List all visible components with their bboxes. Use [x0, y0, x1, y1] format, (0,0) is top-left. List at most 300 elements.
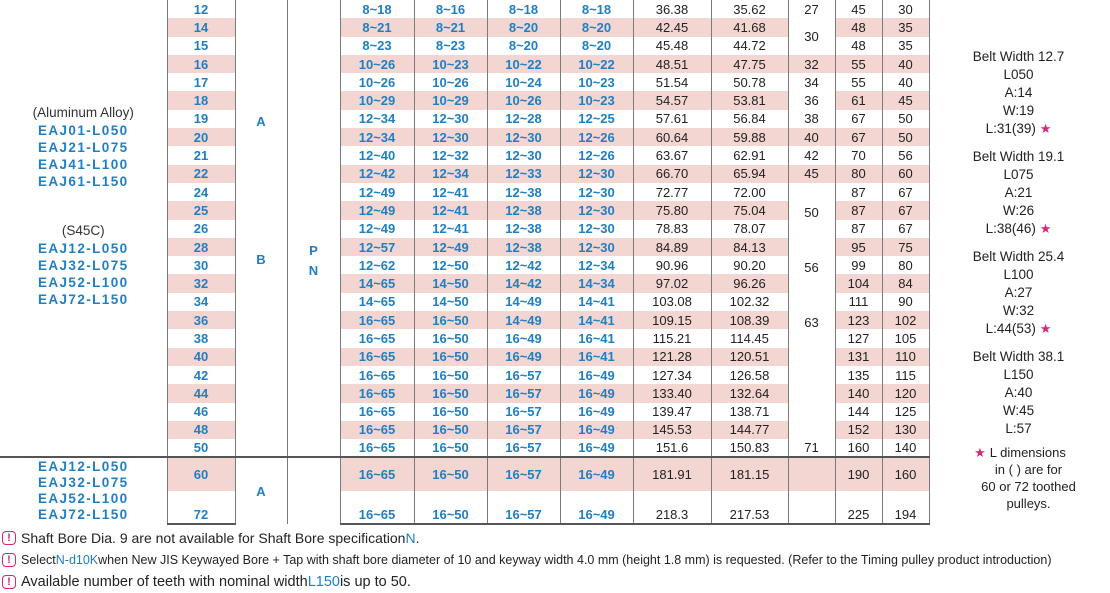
belt-value: A:40: [1004, 384, 1033, 400]
dim-f-cell: 104: [835, 274, 882, 292]
dim-f-cell: 87: [835, 183, 882, 201]
table-row: [0, 0, 1110, 18]
bore-range-cell: 12~42: [340, 165, 414, 183]
notice-icon: !: [2, 553, 16, 567]
pitch-dia-cell: 90.96: [633, 256, 711, 274]
outer-dia-cell: 84.13: [711, 238, 788, 256]
model-code: EAJ21-L075: [37, 140, 129, 155]
teeth-count-cell: 28: [167, 238, 235, 256]
outer-dia-cell: 41.68: [711, 18, 788, 36]
type-cell-empty: [287, 0, 340, 238]
dim-f-cell: 111: [835, 293, 882, 311]
bore-range-cell: 8~18: [487, 0, 560, 18]
footnote-highlight: N: [405, 530, 416, 546]
bore-range-cell: 12~30: [560, 220, 633, 238]
star-note-line: [959, 495, 1099, 512]
belt-value: L:38(46): [985, 220, 1036, 236]
teeth-count-cell: 12: [167, 0, 235, 18]
dim-g-cell: 120: [882, 384, 929, 402]
outer-dia-cell: 78.07: [711, 220, 788, 238]
star-note-line: [959, 444, 1099, 461]
bore-range-cell: 14~41: [560, 311, 633, 329]
bore-range-cell: 8~21: [340, 18, 414, 36]
belt-line: [930, 102, 1108, 120]
outer-dia-cell: 102.32: [711, 293, 788, 311]
dim-g-cell: 56: [882, 146, 929, 164]
group-title: (S45C): [61, 223, 105, 238]
pitch-dia-cell: 115.21: [633, 329, 711, 347]
belt-line: [930, 402, 1108, 420]
dim-f-cell: 135: [835, 366, 882, 384]
footnote-text: Shaft Bore Dia. 9 are not available for Shaft Bore specification: [21, 530, 406, 546]
teeth-count-cell: 60: [167, 457, 235, 491]
pitch-dia-cell: 54.57: [633, 91, 711, 109]
pitch-dia-cell: 45.48: [633, 37, 711, 55]
model-code: EAJ01-L050: [37, 123, 129, 138]
bore-range-cell: 16~41: [560, 348, 633, 366]
bore-range-cell: 12~34: [340, 110, 414, 128]
dim-e-cell: 42: [788, 146, 835, 164]
outer-dia-cell: 132.64: [711, 384, 788, 402]
outer-dia-cell: 150.83: [711, 439, 788, 457]
bore-range-cell: 12~30: [487, 146, 560, 164]
dim-f-cell: 48: [835, 18, 882, 36]
outer-dia-cell: 44.72: [711, 37, 788, 55]
bore-range-cell: 12~25: [560, 110, 633, 128]
pitch-dia-cell: 139.47: [633, 403, 711, 421]
star-note-line: [959, 461, 1099, 478]
bore-range-cell: 12~49: [340, 183, 414, 201]
bore-range-cell: 12~38: [487, 238, 560, 256]
dim-e-cell: 36: [788, 91, 835, 109]
bore-range-cell: 16~50: [414, 366, 487, 384]
bore-range-cell: 12~33: [487, 165, 560, 183]
type-cell-empty: [287, 457, 340, 524]
footnotes: [0, 527, 1110, 593]
pitch-dia-cell: 109.15: [633, 311, 711, 329]
pitch-dia-cell: 78.83: [633, 220, 711, 238]
belt-line: [930, 266, 1108, 284]
bore-range-cell: 12~38: [487, 220, 560, 238]
pitch-dia-cell: 42.45: [633, 18, 711, 36]
bore-range-cell: 12~30: [487, 128, 560, 146]
bore-range-cell: 12~32: [414, 146, 487, 164]
outer-dia-cell: 65.94: [711, 165, 788, 183]
model-group-cell: [0, 0, 167, 457]
pitch-dia-cell: 151.6: [633, 439, 711, 457]
outer-dia-cell: 144.77: [711, 421, 788, 439]
shaft-type-cell: [287, 238, 340, 458]
belt-value: A:27: [1004, 284, 1033, 300]
teeth-count-cell: 14: [167, 18, 235, 36]
bore-range-cell: 16~57: [487, 403, 560, 421]
bore-range-cell: 12~49: [340, 201, 414, 219]
outer-dia-cell: 114.45: [711, 329, 788, 347]
dim-cell: 217.53: [711, 491, 788, 525]
bore-range-cell: 16~50: [414, 439, 487, 457]
bore-range-cell: 10~22: [560, 55, 633, 73]
bore-type-cell-a: A: [235, 0, 287, 238]
model-code: EAJ52-L100: [37, 491, 129, 507]
dim-g-cell: 140: [882, 439, 929, 457]
teeth-count-cell: 40: [167, 348, 235, 366]
star-note-text: pulleys.: [1006, 495, 1051, 511]
belt-line: [930, 202, 1108, 220]
footnote-text: is up to 50.: [339, 574, 411, 590]
dim-g-cell: 35: [882, 37, 929, 55]
dim-f-cell: 55: [835, 73, 882, 91]
belt-spec: [930, 248, 1108, 338]
bore-range-cell: 14~41: [560, 293, 633, 311]
bore-range-cell: 10~29: [340, 91, 414, 109]
dim-f-cell: 87: [835, 220, 882, 238]
bore-range-cell: 16~50: [414, 384, 487, 402]
bore-range-cell: 16~41: [560, 329, 633, 347]
bore-range-cell: 8~16: [414, 0, 487, 18]
bore-range-cell: 8~18: [340, 0, 414, 18]
dim-g-cell: 67: [882, 220, 929, 238]
dim-f-cell: 140: [835, 384, 882, 402]
dim-f-cell: 123: [835, 311, 882, 329]
bore-range-cell: 14~49: [487, 293, 560, 311]
star-note-text: L dimensions: [989, 444, 1066, 460]
bore-range-cell: 12~41: [414, 220, 487, 238]
dim-e-cell: 27: [788, 0, 835, 18]
bore-range-cell: 16~49: [560, 403, 633, 421]
bore-range-cell: 12~30: [560, 165, 633, 183]
type-n-label: N: [308, 262, 319, 278]
belt-line: [930, 120, 1108, 138]
model-code: EAJ12-L050: [37, 459, 129, 475]
belt-line: [930, 184, 1108, 202]
model-group-cell-lower: [0, 457, 167, 524]
bore-range-cell: 16~65: [340, 403, 414, 421]
pitch-dia-cell: 72.77: [633, 183, 711, 201]
dim-g-cell: 67: [882, 201, 929, 219]
model-code: EAJ12-L050: [37, 241, 129, 256]
footnote-keyway: [0, 549, 1110, 571]
teeth-count-cell: 16: [167, 55, 235, 73]
dim-f-cell: 99: [835, 256, 882, 274]
dim-g-cell: 115: [882, 366, 929, 384]
dim-e-cell: [788, 183, 835, 201]
belt-value: L150: [1003, 366, 1034, 382]
dim-g-cell: 102: [882, 311, 929, 329]
teeth-count-cell: 44: [167, 384, 235, 402]
dim-cell: 194: [882, 491, 929, 525]
dim-cell: 160: [882, 457, 929, 491]
belt-value: A:14: [1004, 84, 1033, 100]
bore-range-cell: 16~65: [340, 421, 414, 439]
bore-range-cell: 12~30: [560, 238, 633, 256]
dim-e-cell: 45: [788, 165, 835, 183]
teeth-count-cell: 24: [167, 183, 235, 201]
bore-range-cell: 16~57: [487, 457, 560, 491]
bore-range-cell: 12~34: [340, 128, 414, 146]
belt-spec: [930, 348, 1108, 438]
bore-range-cell: 16~57: [487, 384, 560, 402]
belt-value: L:44(53): [985, 320, 1036, 336]
dim-cell: 225: [835, 491, 882, 525]
pitch-dia-cell: 97.02: [633, 274, 711, 292]
bore-range-cell: 12~34: [560, 256, 633, 274]
bore-range-cell: 16~65: [340, 457, 414, 491]
bore-range-cell: 16~65: [340, 329, 414, 347]
dim-g-cell: 110: [882, 348, 929, 366]
footnote-highlight: N-d10K: [55, 553, 99, 567]
dim-e-cell: 34: [788, 73, 835, 91]
bore-range-cell: 14~50: [414, 293, 487, 311]
bore-range-cell: 8~18: [560, 0, 633, 18]
dim-f-cell: 80: [835, 165, 882, 183]
bore-range-cell: 12~30: [560, 183, 633, 201]
outer-dia-cell: 72.00: [711, 183, 788, 201]
bore-type-cell-b: B: [235, 238, 287, 458]
dim-g-cell: 30: [882, 0, 929, 18]
belt-value: W:32: [1002, 302, 1035, 318]
bore-range-cell: 10~29: [414, 91, 487, 109]
dim-f-cell: 48: [835, 37, 882, 55]
dim-g-cell: 105: [882, 329, 929, 347]
model-code: EAJ32-L075: [37, 258, 129, 273]
dim-f-cell: 152: [835, 421, 882, 439]
dim-g-cell: 84: [882, 274, 929, 292]
model-code: EAJ72-L150: [37, 507, 129, 523]
dim-f-cell: 55: [835, 55, 882, 73]
belt-value: W:19: [1002, 102, 1035, 118]
bore-range-cell: 16~50: [414, 491, 487, 525]
dim-f-cell: 160: [835, 439, 882, 457]
teeth-count-cell: 50: [167, 439, 235, 457]
belt-value: L100: [1003, 266, 1034, 282]
bore-range-cell: 12~26: [560, 146, 633, 164]
teeth-count-cell: 21: [167, 146, 235, 164]
star-note-text: in ( ) are for: [994, 461, 1063, 477]
pitch-dia-cell: 66.70: [633, 165, 711, 183]
dim-f-cell: 95: [835, 238, 882, 256]
outer-dia-cell: 108.39: [711, 311, 788, 329]
belt-width-notes: [929, 0, 1110, 524]
dim-g-cell: 50: [882, 128, 929, 146]
bore-range-cell: 12~38: [487, 183, 560, 201]
outer-dia-cell: 62.91: [711, 146, 788, 164]
bore-range-cell: 16~65: [340, 311, 414, 329]
dim-cell: 218.3: [633, 491, 711, 525]
teeth-count-cell: 20: [167, 128, 235, 146]
star-icon: ★: [1039, 120, 1052, 136]
dim-g-cell: 90: [882, 293, 929, 311]
pitch-dia-cell: 145.53: [633, 421, 711, 439]
bore-range-cell: 16~49: [487, 348, 560, 366]
bore-type-cell-lower: A: [235, 457, 287, 524]
belt-spec: [930, 48, 1108, 138]
belt-line: [930, 366, 1108, 384]
bore-range-cell: 16~49: [560, 491, 633, 525]
star-icon: ★: [1039, 220, 1052, 236]
bore-range-cell: 14~42: [487, 274, 560, 292]
footnote-shaft-bore: [0, 527, 1110, 549]
belt-title: Belt Width 19.1: [972, 148, 1065, 164]
teeth-count-cell: 48: [167, 421, 235, 439]
bore-range-cell: 16~50: [414, 348, 487, 366]
outer-dia-cell: 35.62: [711, 0, 788, 18]
dim-e-cell: [788, 491, 835, 525]
outer-dia-cell: 50.78: [711, 73, 788, 91]
dim-e-cell: 30: [788, 18, 835, 55]
dim-g-cell: 60: [882, 165, 929, 183]
bore-range-cell: 16~65: [340, 384, 414, 402]
dim-e-cell: 40: [788, 128, 835, 146]
belt-line: [930, 420, 1108, 438]
bore-range-cell: 12~49: [414, 238, 487, 256]
bore-range-cell: 10~26: [340, 73, 414, 91]
bore-range-cell: 12~41: [414, 201, 487, 219]
bore-range-cell: 14~49: [487, 311, 560, 329]
bore-range-cell: 16~49: [560, 384, 633, 402]
bore-range-cell: 8~20: [487, 18, 560, 36]
belt-title: Belt Width 38.1: [972, 348, 1065, 364]
dim-e-cell: 56: [788, 256, 835, 311]
bore-range-cell: 16~50: [414, 329, 487, 347]
dim-e-cell: [788, 366, 835, 439]
bore-range-cell: 12~26: [560, 128, 633, 146]
teeth-count-cell: 26: [167, 220, 235, 238]
belt-line: [930, 384, 1108, 402]
teeth-count-cell: 19: [167, 110, 235, 128]
dim-e-cell: 63: [788, 311, 835, 366]
teeth-count-cell: 38: [167, 329, 235, 347]
bore-range-cell: 12~30: [414, 128, 487, 146]
bore-range-cell: 12~40: [340, 146, 414, 164]
dim-cell: 181.15: [711, 457, 788, 491]
teeth-count-cell: 30: [167, 256, 235, 274]
bore-range-cell: 10~26: [414, 73, 487, 91]
belt-line: [930, 320, 1108, 338]
dim-f-cell: 87: [835, 201, 882, 219]
model-code: EAJ32-L075: [37, 475, 129, 491]
bore-range-cell: 12~57: [340, 238, 414, 256]
teeth-count-cell: 72: [167, 491, 235, 525]
dim-g-cell: 75: [882, 238, 929, 256]
bore-range-cell: 12~38: [487, 201, 560, 219]
type-p-label: P: [309, 242, 318, 258]
outer-dia-cell: 53.81: [711, 91, 788, 109]
belt-title: Belt Width 25.4: [972, 248, 1065, 264]
bore-range-cell: 14~50: [414, 274, 487, 292]
bore-range-cell: 12~34: [414, 165, 487, 183]
bore-range-cell: 16~65: [340, 491, 414, 525]
teeth-count-cell: 32: [167, 274, 235, 292]
pitch-dia-cell: 84.89: [633, 238, 711, 256]
bore-range-cell: 16~49: [560, 457, 633, 491]
bore-range-cell: 8~23: [340, 37, 414, 55]
bore-range-cell: 16~50: [414, 421, 487, 439]
dim-f-cell: 67: [835, 128, 882, 146]
bore-range-cell: 8~21: [414, 18, 487, 36]
bore-range-cell: 12~62: [340, 256, 414, 274]
dim-e-cell: 71: [788, 439, 835, 457]
bore-range-cell: 14~65: [340, 274, 414, 292]
star-icon: ★: [1039, 320, 1052, 336]
bore-range-cell: 16~57: [487, 491, 560, 525]
belt-line: [930, 66, 1108, 84]
footnote-text: .: [415, 530, 420, 546]
teeth-count-cell: 42: [167, 366, 235, 384]
outer-dia-cell: 120.51: [711, 348, 788, 366]
teeth-count-cell: 18: [167, 91, 235, 109]
footnote-text: Select: [21, 553, 56, 567]
footnote-text: when New JIS Keywayed Bore + Tap with shaft bore diameter of 10 and keyway width 4.0 mm (height 1.8 mm) is requested. (Refer to the Timing pulley product introduction): [98, 553, 1052, 567]
outer-dia-cell: 47.75: [711, 55, 788, 73]
pitch-dia-cell: 63.67: [633, 146, 711, 164]
outer-dia-cell: 75.04: [711, 201, 788, 219]
footnote-text: Available number of teeth with nominal width: [21, 574, 308, 590]
bore-range-cell: 10~23: [414, 55, 487, 73]
bore-range-cell: 12~30: [414, 110, 487, 128]
bore-range-cell: 12~50: [414, 256, 487, 274]
model-code: EAJ52-L100: [37, 275, 129, 290]
star-note-line: [959, 478, 1099, 495]
dim-f-cell: 61: [835, 91, 882, 109]
footnote-highlight: L150: [307, 574, 340, 590]
bore-range-cell: 12~28: [487, 110, 560, 128]
star-icon: ★: [974, 444, 986, 460]
bore-range-cell: 16~50: [414, 457, 487, 491]
teeth-count-cell: 46: [167, 403, 235, 421]
dim-f-cell: 144: [835, 403, 882, 421]
model-code: EAJ41-L100: [37, 157, 129, 172]
belt-line: [930, 220, 1108, 238]
dim-g-cell: 50: [882, 110, 929, 128]
pitch-dia-cell: 48.51: [633, 55, 711, 73]
outer-dia-cell: 56.84: [711, 110, 788, 128]
belt-value: W:26: [1002, 202, 1035, 218]
bore-range-cell: 10~24: [487, 73, 560, 91]
bore-range-cell: 10~23: [560, 91, 633, 109]
dim-e-cell: 38: [788, 110, 835, 128]
dim-g-cell: 80: [882, 256, 929, 274]
pitch-dia-cell: 133.40: [633, 384, 711, 402]
bore-range-cell: 10~22: [487, 55, 560, 73]
outer-dia-cell: 126.58: [711, 366, 788, 384]
belt-value: L:31(39): [985, 120, 1036, 136]
pitch-dia-cell: 75.80: [633, 201, 711, 219]
teeth-count-cell: 34: [167, 293, 235, 311]
dim-g-cell: 40: [882, 73, 929, 91]
footnote-teeth-limit: [0, 571, 1110, 593]
dim-g-cell: 45: [882, 91, 929, 109]
bore-range-cell: 8~20: [560, 37, 633, 55]
bore-range-cell: 10~23: [560, 73, 633, 91]
pitch-dia-cell: 60.64: [633, 128, 711, 146]
bore-range-cell: 16~50: [414, 403, 487, 421]
teeth-count-cell: 22: [167, 165, 235, 183]
bore-range-cell: 12~41: [414, 183, 487, 201]
star-note: [959, 444, 1099, 512]
bore-range-cell: 16~49: [487, 329, 560, 347]
belt-value: L:57: [1005, 420, 1032, 436]
pitch-dia-cell: 36.38: [633, 0, 711, 18]
bore-range-cell: 16~57: [487, 439, 560, 457]
outer-dia-cell: 96.26: [711, 274, 788, 292]
dim-g-cell: 40: [882, 55, 929, 73]
bore-range-cell: 16~50: [414, 311, 487, 329]
bore-range-cell: 12~49: [340, 220, 414, 238]
dim-g-cell: 35: [882, 18, 929, 36]
pitch-dia-cell: 51.54: [633, 73, 711, 91]
bore-range-cell: 16~57: [487, 366, 560, 384]
bore-range-cell: 16~65: [340, 439, 414, 457]
